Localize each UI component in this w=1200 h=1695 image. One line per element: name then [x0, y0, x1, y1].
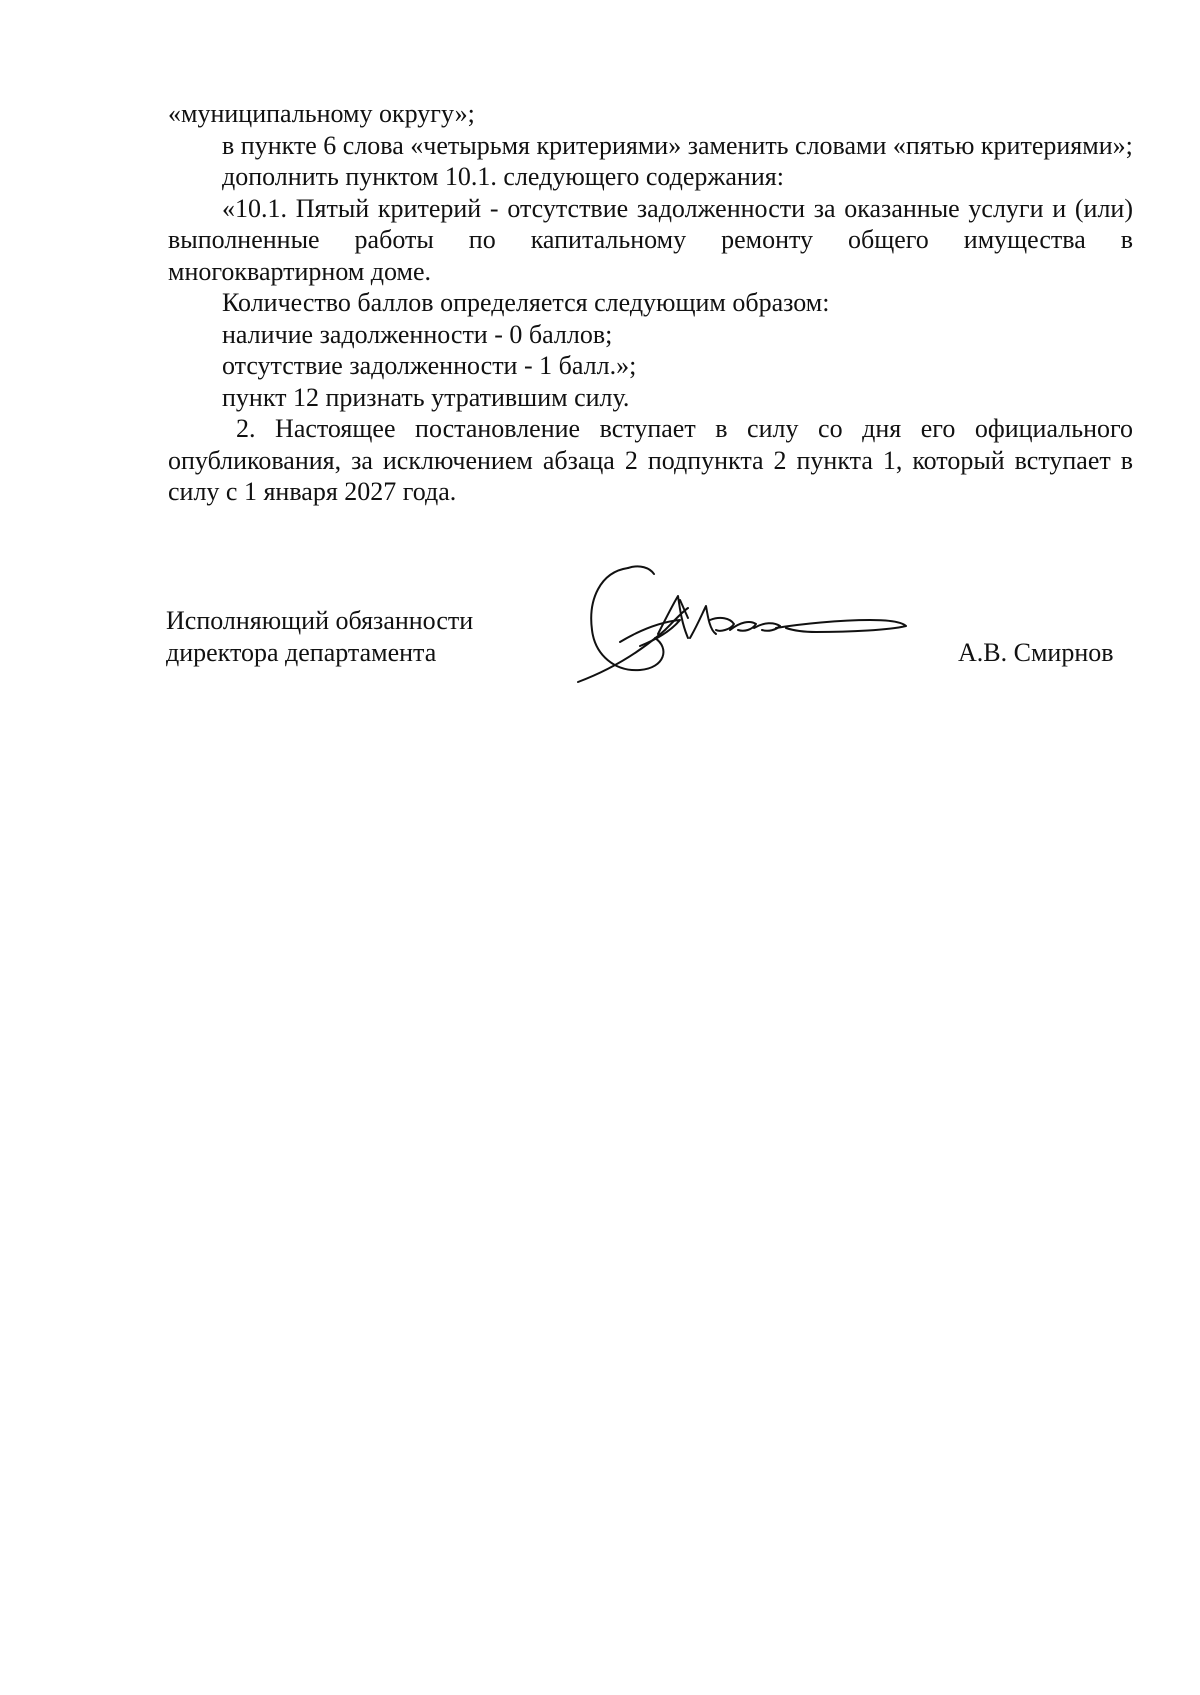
- paragraph-debt-present: наличие задолженности - 0 баллов;: [222, 319, 613, 349]
- document-body: [168, 98, 1133, 508]
- paragraph-debt-absent: отсутствие задолженности - 1 балл.»;: [222, 351, 637, 380]
- paragraph-add-point-10-1: дополнить пунктом 10.1. следующего содержания:: [222, 162, 784, 191]
- paragraph-score-definition: Количество баллов определяется следующим образом:: [222, 288, 830, 317]
- signatory-title: [166, 605, 473, 668]
- signatory-title-line-1: Исполняющий обязанности: [166, 606, 474, 635]
- signatory-name: А.В. Смирнов: [958, 638, 1114, 667]
- signatory-title-line-2: директора департамента: [166, 637, 437, 667]
- paragraph-continuation: «муниципальному округу»;: [168, 99, 475, 128]
- handwritten-signature: [570, 560, 930, 690]
- paragraph-amendment-point-6: в пункте 6 слова «четырьмя критериями» заменить словами «пятью критериями»;: [222, 130, 1133, 160]
- paragraph-effective-date: 2. Настоящее постановление вступает в силу со дня его официального опубликования, за исключением абзаца 2 подпункта 2 пункта 1, который вступает в силу с 1 января 2027 года.: [168, 414, 1133, 506]
- signature-block: [0, 560, 1200, 700]
- paragraph-fifth-criterion: «10.1. Пятый критерий - отсутствие задолженности за оказанные услуги и (или) выполненные работы по капитальному ремонту общего имущества в многоквартирном доме.: [168, 193, 1133, 286]
- paragraph-point-12-void: пункт 12 признать утратившим силу.: [222, 382, 630, 412]
